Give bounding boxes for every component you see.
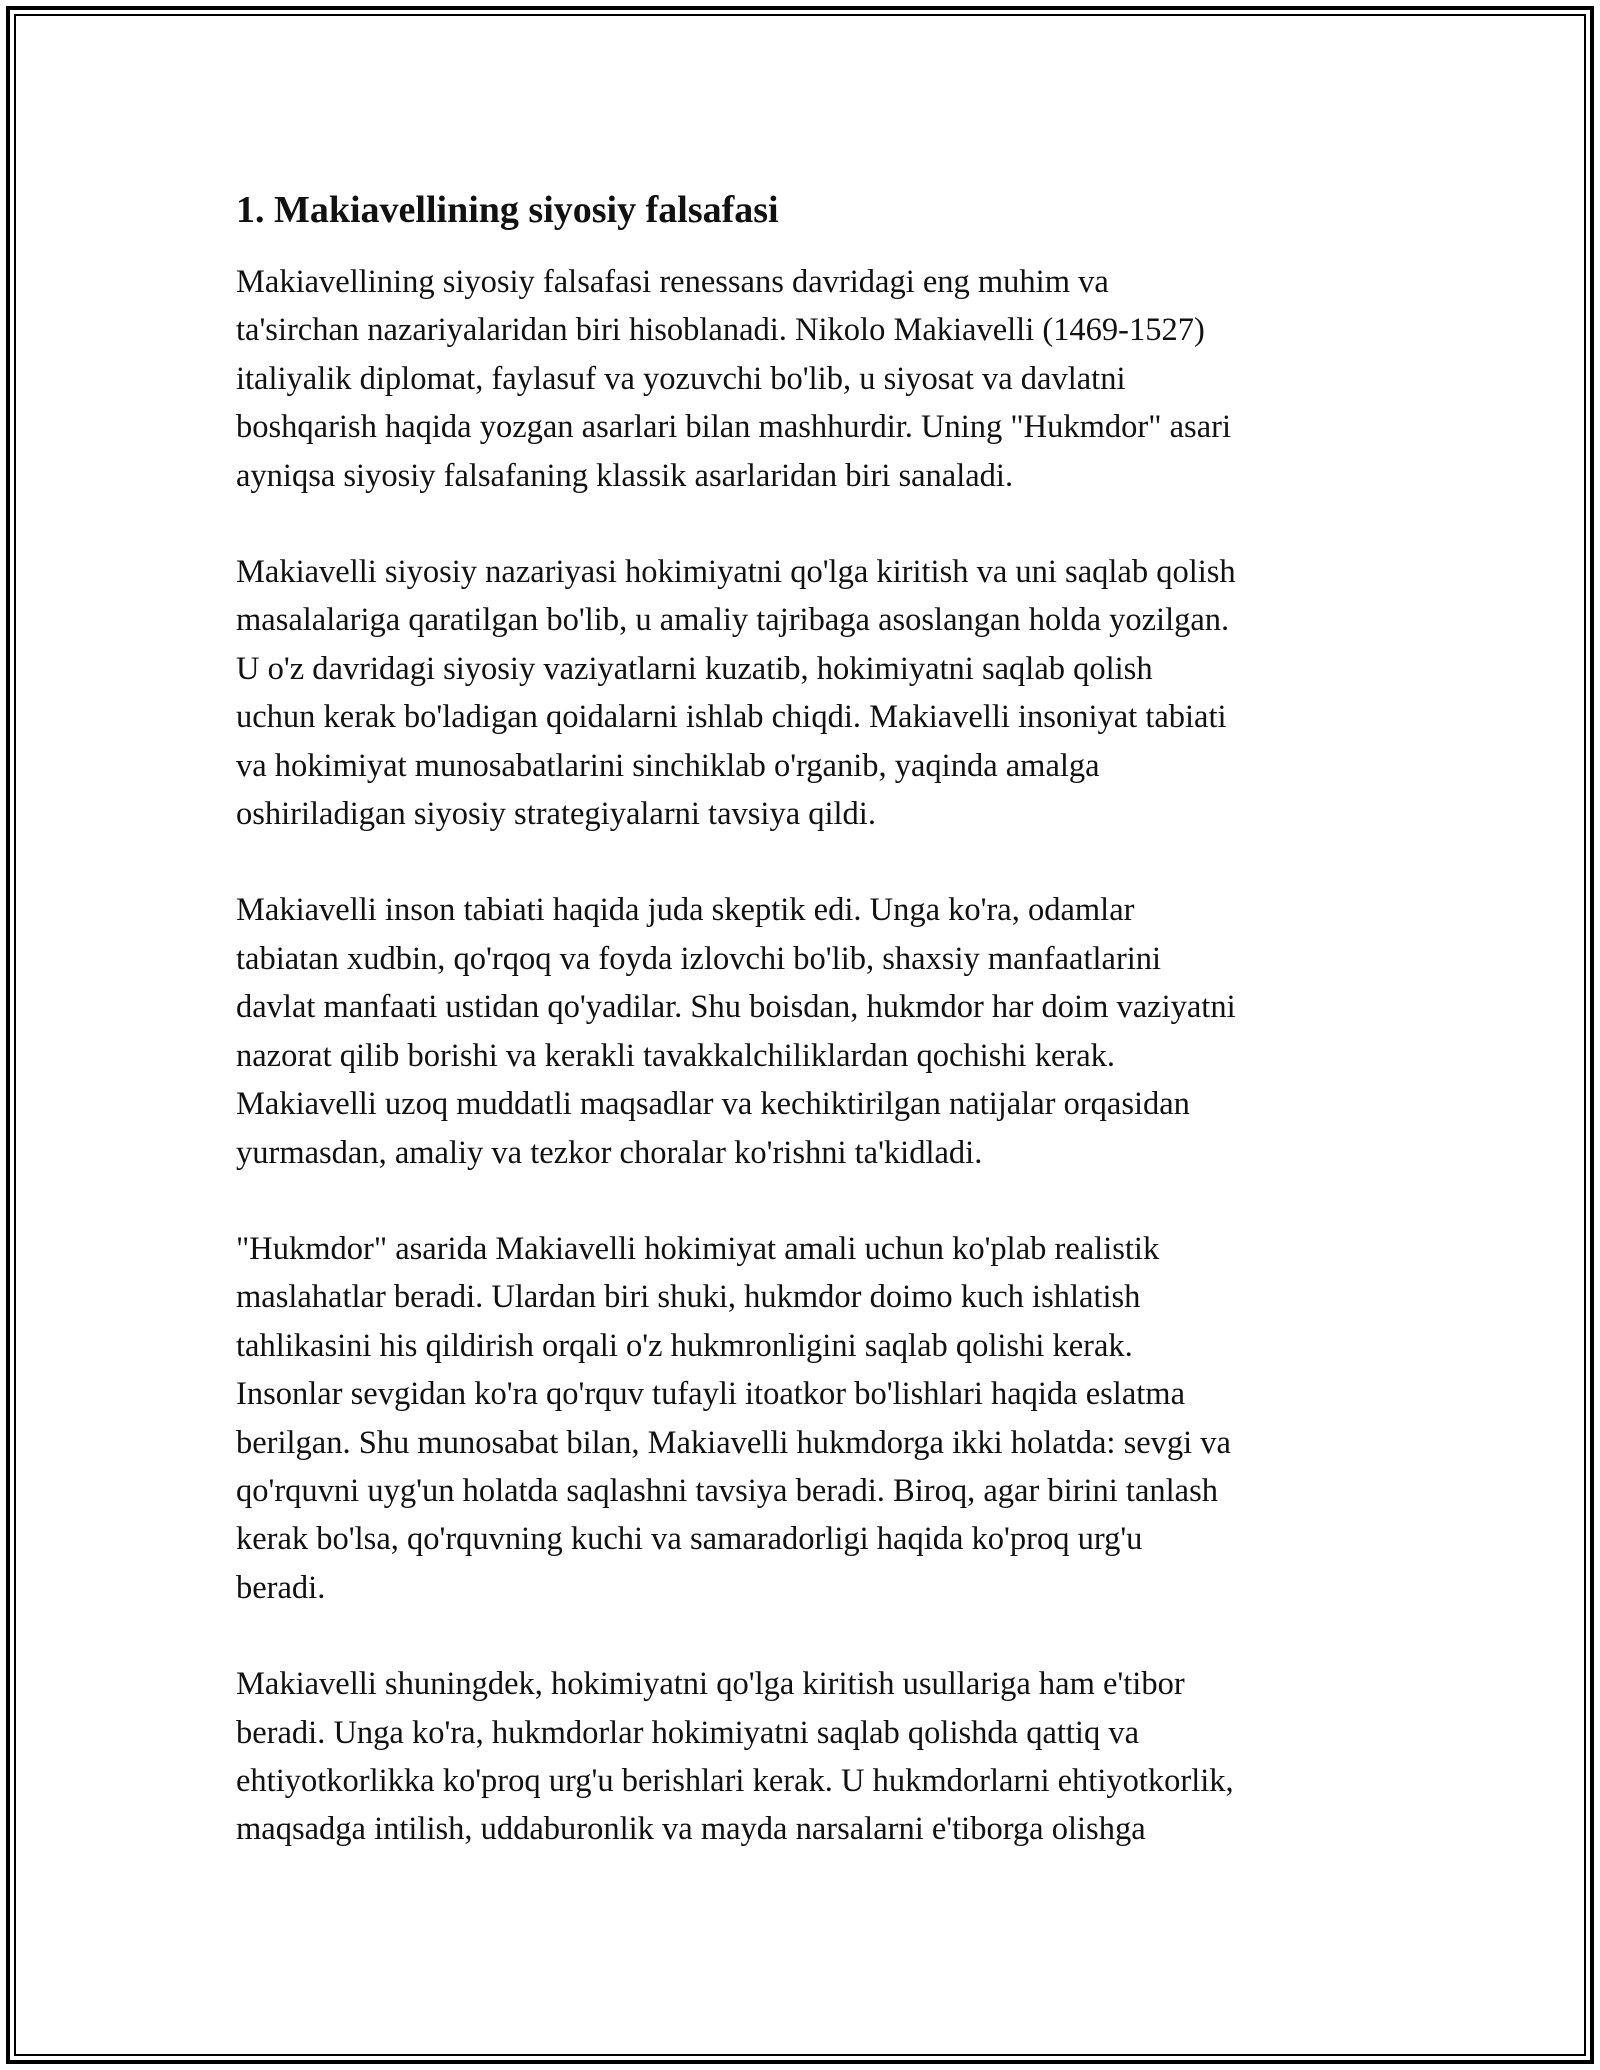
text-line: Makiavellining siyosiy falsafasi renessans davridagi eng muhim va: [236, 264, 1109, 300]
text-line: maqsadga intilish, uddaburonlik va mayda narsalarni e'tiborga olishga: [236, 1811, 1146, 1848]
text-line: tabiatan xudbin, qo'rqoq va foyda izlovchi bo'lib, shaxsiy manfaatlarini: [236, 940, 1162, 977]
text-line: italiyalik diplomat, faylasuf va yozuvchi bo'lib, u siyosat va davlatni: [236, 360, 1126, 397]
text-line: tahlikasini his qildirish orqali o'z hukmronligini saqlab qolishi kerak.: [236, 1327, 1133, 1364]
text-line: Makiavelli siyosiy nazariyasi hokimiyatni qo'lga kiritish va uni saqlab qolish: [236, 554, 1236, 591]
text-line: "Hukmdor" asarida Makiavelli hokimiyat amali uchun ko'plab realistik: [236, 1230, 1160, 1267]
text-line: kerak bo'lsa, qo'rquvning kuchi va samaradorligi haqida ko'proq urg'u: [236, 1521, 1143, 1558]
paragraph-4: [236, 1225, 1396, 1612]
paragraph-2: [236, 548, 1396, 838]
text-line: berilgan. Shu munosabat bilan, Makiavelli hukmdorga ikki holatda: sevgi va: [236, 1424, 1231, 1461]
text-line: yurmasdan, amaliy va tezkor choralar ko'rishni ta'kidladi.: [236, 1134, 983, 1171]
text-line: nazorat qilib borishi va kerakli tavakkalchiliklardan qochishi kerak.: [236, 1037, 1116, 1074]
text-line: Makiavelli inson tabiati haqida juda skeptik edi. Unga ko'ra, odamlar: [236, 892, 1135, 929]
paragraph-3: [236, 886, 1396, 1176]
text-line: va hokimiyat munosabatlarini sinchiklab o'rganib, yaqinda amalga: [236, 747, 1100, 784]
page-title: 1. Makiavellining siyosiy falsafasi: [236, 189, 779, 231]
text-line: Makiavelli uzoq muddatli maqsadlar va kechiktirilgan natijalar orqasidan: [236, 1086, 1190, 1123]
text-line: uchun kerak bo'ladigan qoidalarni ishlab chiqdi. Makiavelli insoniyat tabiati: [236, 699, 1227, 736]
text-line: ta'sirchan nazariyalaridan biri hisoblanadi. Nikolo Makiavelli (1469-1527): [236, 312, 1205, 349]
text-line: Insonlar sevgidan ko'ra qo'rquv tufayli itoatkor bo'lishlari haqida eslatma: [236, 1376, 1185, 1413]
text-line: oshiriladigan siyosiy strategiyalarni tavsiya qildi.: [236, 796, 876, 833]
text-line: U o'z davridagi siyosiy vaziyatlarni kuzatib, hokimiyatni saqlab qolish: [236, 650, 1153, 687]
text-line: ayniqsa siyosiy falsafaning klassik asarlaridan biri sanaladi.: [236, 457, 1014, 494]
text-line: maslahatlar beradi. Ulardan biri shuki, hukmdor doimo kuch ishlatish: [236, 1279, 1141, 1316]
text-line: ehtiyotkorlikka ko'proq urg'u berishlari kerak. U hukmdorlarni ehtiyotkorlik,: [236, 1762, 1234, 1799]
text-line: beradi. Unga ko'ra, hukmdorlar hokimiyatni saqlab qolishda qattiq va: [236, 1714, 1140, 1751]
text-line: beradi.: [236, 1569, 326, 1606]
text-line: davlat manfaati ustidan qo'yadilar. Shu boisdan, hukmdor har doim vaziyatni: [236, 989, 1236, 1026]
text-line: Makiavelli shuningdek, hokimiyatni qo'lga kiritish usullariga ham e'tibor: [236, 1666, 1185, 1703]
text-line: masalalariga qaratilgan bo'lib, u amaliy tajribaga asoslangan holda yozilgan.: [236, 602, 1230, 639]
text-line: boshqarish haqida yozgan asarlari bilan mashhurdir. Uning "Hukmdor" asari: [236, 409, 1231, 446]
text-line: qo'rquvni uyg'un holatda saqlashni tavsiya beradi. Biroq, agar birini tanlash: [236, 1472, 1218, 1509]
paragraph-5: [236, 1660, 1396, 1854]
paragraph-1: [236, 258, 1396, 500]
document-body: [236, 186, 1396, 1902]
